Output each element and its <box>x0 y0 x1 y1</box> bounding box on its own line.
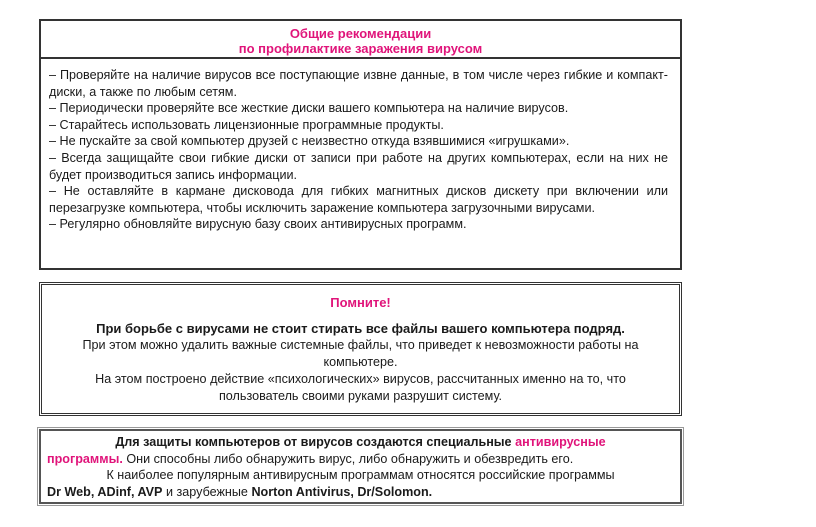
and-foreign: и зарубежные <box>162 484 252 499</box>
remember-line1: При этом можно удалить важные системные файлы, что приведет к невозможности работы на компьютере. <box>82 338 639 369</box>
recommendations-box <box>39 19 682 270</box>
remember-line2: На этом построено действие «психологических» вирусов, рассчитанных именно на то, что пользователь своими руками разрушит систему. <box>95 372 626 403</box>
antivirus-highlight-word1: антивирусные <box>515 435 606 449</box>
recommendations-list <box>41 59 680 233</box>
antivirus-sentence2: Они способны либо обнаружить вирус, либо обнаружить и обезвредить его. <box>122 451 574 466</box>
antivirus-line4 <box>47 484 674 501</box>
recommendation-item: – Не пускайте за свой компьютер друзей с неизвестно откуда взявшимися «игрушками». <box>49 134 570 149</box>
antivirus-box <box>39 429 682 504</box>
antivirus-text <box>41 431 680 500</box>
foreign-programs: Norton Antivirus, Dr/Solomon. <box>251 484 433 499</box>
recommendation-item: – Проверяйте на наличие вирусов все поступающие извне данные, в том числе через гибкие и компакт-диски, а также по любым сетям. <box>49 68 668 99</box>
antivirus-highlight-word2: программы. <box>47 451 123 466</box>
recommendation-item: – Старайтесь использовать лицензионные программные продукты. <box>49 117 444 132</box>
remember-title: Помните! <box>330 295 391 310</box>
antivirus-sentence3: К наиболее популярным антивирусным программам относятся российские программы <box>106 468 615 482</box>
russian-programs: Dr Web, ADinf, AVP <box>47 484 163 499</box>
antivirus-lead: Для защиты компьютеров от вирусов создаются специальные <box>115 435 512 449</box>
antivirus-line2 <box>47 451 674 468</box>
recommendations-title <box>41 21 680 59</box>
recommendation-item: – Периодически проверяйте все жесткие диски вашего компьютера на наличие вирусов. <box>49 101 569 116</box>
antivirus-line1 <box>47 434 674 451</box>
remember-lead: При борьбе с вирусами не стоит стирать все файлы вашего компьютера подряд. <box>96 321 625 336</box>
recommendations-title-line1: Общие рекомендации <box>289 26 432 41</box>
remember-box <box>39 282 682 416</box>
recommendation-item: – Не оставляйте в кармане дисковода для гибких магнитных дисков дискету при включении или перезагрузке компьютера, чтобы исключить заражение компьютера загрузочными вирусами. <box>49 184 668 215</box>
recommendations-title-line2: по профилактике заражения вирусом <box>238 41 483 56</box>
recommendation-item: – Регулярно обновляйте вирусную базу своих антивирусных программ. <box>49 217 467 232</box>
recommendation-item: – Всегда защищайте свои гибкие диски от записи при работе на других компьютерах, если на них не будет производиться запись информации. <box>49 150 668 182</box>
